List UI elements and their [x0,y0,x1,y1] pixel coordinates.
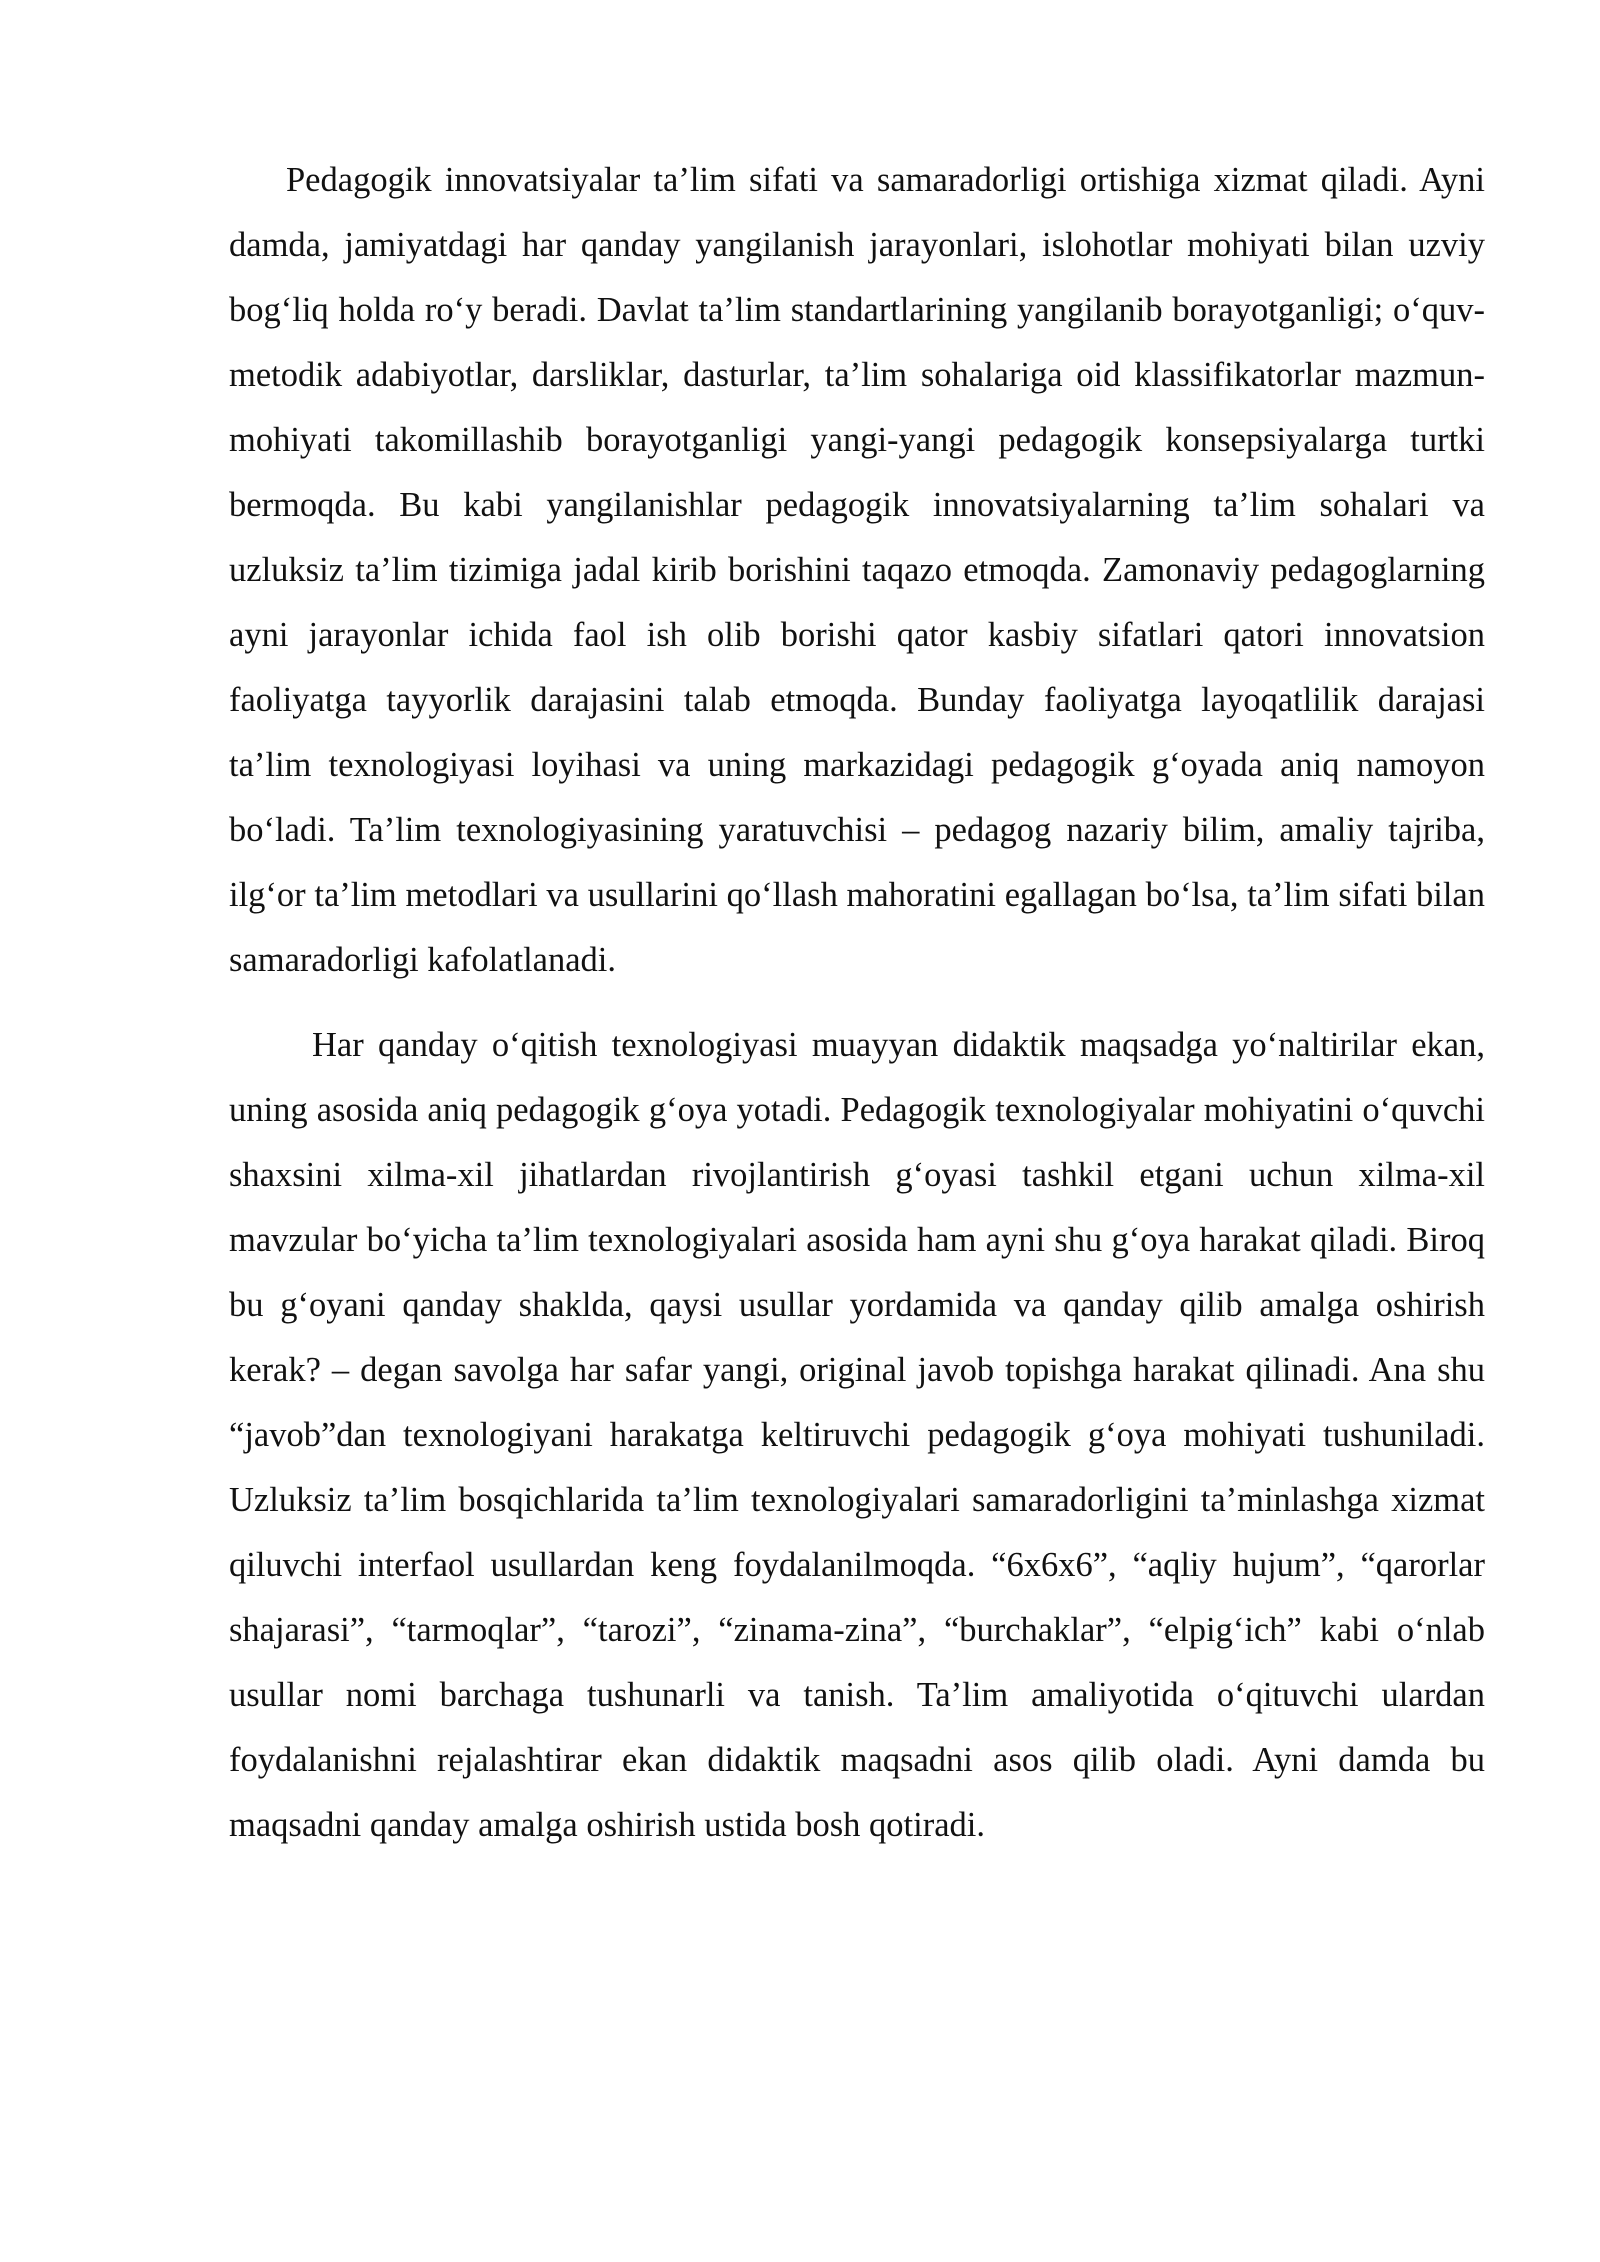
paragraph-1: Pedagogik innovatsiyalar ta’lim sifati va samaradorligi ortishiga xizmat qiladi. Ayni damda, jamiyatdagi har qanday yangilanish jarayonlari, islohotlar mohiyati bilan uzviy bog‘liq holda ro‘y beradi. Davlat ta’lim standartlarining yangilanib borayotganligi; o‘quv-metodik adabiyotlar, darsliklar, dasturlar, ta’lim sohalariga oid klassifikatorlar mazmun-mohiyati takomillashib borayotganligi yangi-yangi pedagogik konsepsiyalarga turtki bermoqda. Bu kabi yangilanishlar pedagogik innovatsiyalarning ta’lim sohalari va uzluksiz ta’lim tizimiga jadal kirib borishini taqazo etmoqda. Zamonaviy pedagoglarning ayni jarayonlar ichida faol ish olib borishi qator kasbiy sifatlari qatori innovatsion faoliyatga tayyorlik darajasini talab etmoqda. Bunday faoliyatga layoqatlilik darajasi ta’lim texnologiyasi loyihasi va uning markazidagi pedagogik g‘oyada aniq namoyon bo‘ladi. Ta’lim texnologiyasining yaratuvchisi – pedagog nazariy bilim, amaliy tajriba, ilg‘or ta’lim metodlari va usullarini qo‘llash mahoratini egallagan bo‘lsa, ta’lim sifati bilan samaradorligi kafolatlanadi. [229,161,1485,979]
paragraph-2: Har qanday o‘qitish texnologiyasi muayyan didaktik maqsadga yo‘naltirilar ekan, uning asosida aniq pedagogik g‘oya yotadi. Pedagogik texnologiyalar mohiyatini o‘quvchi shaxsini xilma-xil jihatlardan rivojlantirish g‘oyasi tashkil etgani uchun xilma-xil mavzular bo‘yicha ta’lim texnologiyalari asosida ham ayni shu g‘oya harakat qiladi. Biroq bu g‘oyani qanday shaklda, qaysi usullar yordamida va qanday qilib amalga oshirish kerak? – degan savolga har safar yangi, original javob topishga harakat qilinadi. Ana shu “javob”dan texnologiyani harakatga keltiruvchi pedagogik g‘oya mohiyati tushuniladi. Uzluksiz ta’lim bosqichlarida ta’lim texnologiyalari samaradorligini ta’minlashga xizmat qiluvchi interfaol usullardan keng foydalanilmoqda. “6x6x6”, “aqliy hujum”, “qarorlar shajarasi”, “tarmoqlar”, “tarozi”, “zinama-zina”, “burchaklar”, “elpig‘ich” kabi o‘nlab usullar nomi barchaga tushunarli va tanish. Ta’lim amaliyotida o‘qituvchi ulardan foydalanishni rejalashtirar ekan didaktik maqsadni asos qilib oladi. Ayni damda bu maqsadni qanday amalga oshirish ustida bosh qotiradi. [229,1026,1485,1844]
document-body [229,148,1485,1858]
